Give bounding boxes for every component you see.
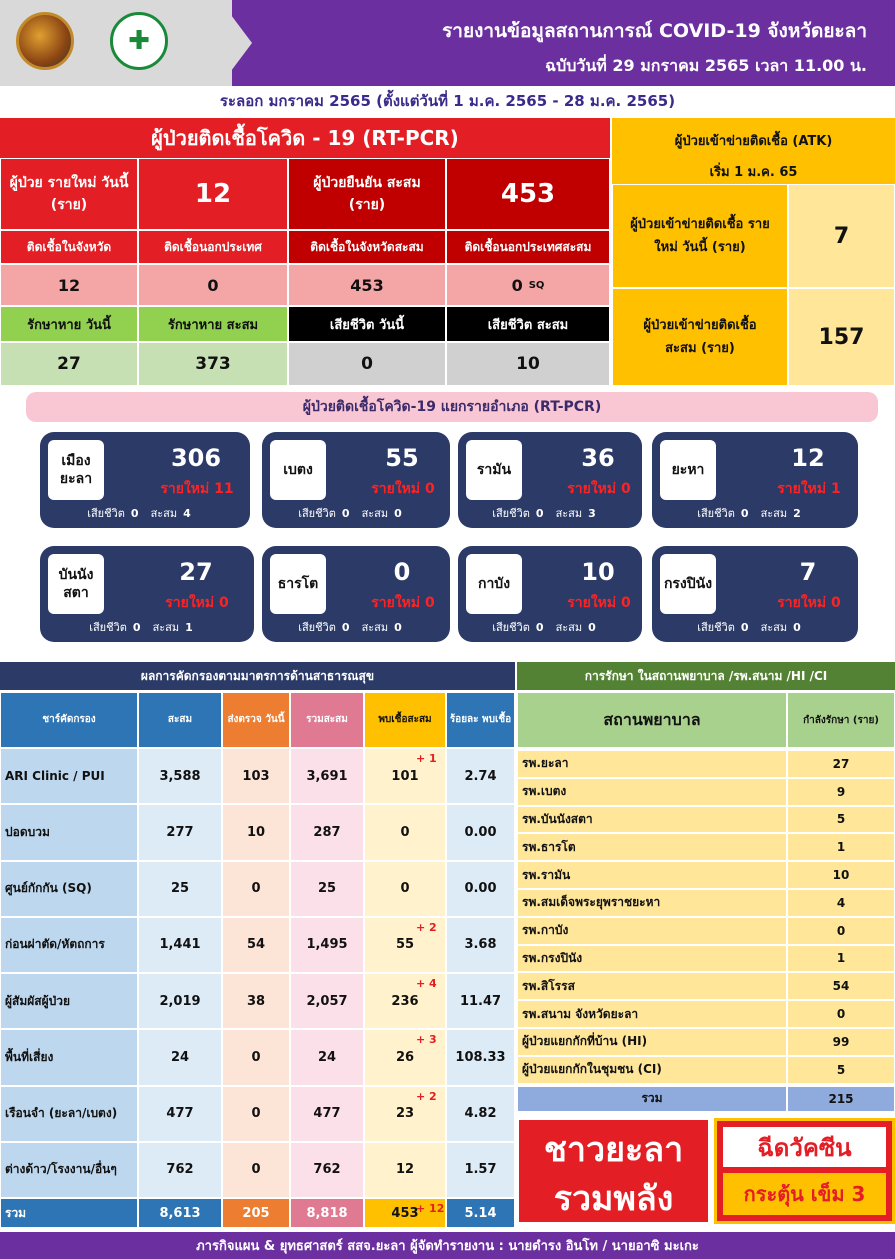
district-name: กรงปินัง bbox=[660, 554, 716, 614]
screening-header: พบเชื้อสะสม bbox=[364, 692, 446, 748]
screening-header: สะสม bbox=[138, 692, 222, 748]
district-new: รายใหม่ 11 bbox=[160, 481, 234, 497]
local-infection-value: 12 bbox=[0, 264, 138, 306]
dead-label: เสียชีวิต bbox=[492, 507, 530, 520]
district-new: รายใหม่ 0 bbox=[567, 595, 631, 611]
screening-cell-name: ปอดบวม bbox=[0, 804, 138, 860]
hospital-name: รพ.สิโรรส bbox=[517, 972, 787, 1000]
cum-label: สะสม bbox=[361, 507, 389, 520]
hospital-name: รพ.รามัน bbox=[517, 861, 787, 889]
district-new: รายใหม่ 0 bbox=[777, 595, 841, 611]
screening-increment: + 3 bbox=[416, 1033, 437, 1047]
district-name: กาบัง bbox=[466, 554, 522, 614]
district-cum: 2 bbox=[793, 507, 801, 520]
dead-label: เสียชีวิต bbox=[89, 621, 127, 634]
screening-increment: + 4 bbox=[416, 977, 437, 990]
screening-header: รวมสะสม bbox=[290, 692, 364, 748]
screening-cell-total: 2,057 bbox=[290, 973, 364, 1029]
province-seal-logo bbox=[16, 12, 74, 70]
hospital-count: 5 bbox=[787, 1056, 895, 1084]
district-name: เมือง ยะลา bbox=[48, 440, 104, 500]
screening-cell-cum: 24 bbox=[138, 1029, 222, 1085]
screening-increment: + 12 bbox=[416, 1202, 445, 1215]
cumulative-value: 453 bbox=[446, 158, 610, 230]
district-dead: 0 bbox=[341, 621, 350, 634]
screening-cell-today: 205 bbox=[222, 1198, 290, 1228]
report-date: ฉบับวันที่ 29 มกราคม 2565 เวลา 11.00 น. bbox=[545, 56, 867, 75]
hospital-name: รพ.ยะลา bbox=[517, 750, 787, 778]
district-footer bbox=[652, 504, 858, 522]
screening-cell-cum: 1,441 bbox=[138, 917, 222, 973]
screening-cell-cum: 8,613 bbox=[138, 1198, 222, 1228]
district-footer bbox=[458, 618, 642, 636]
screening-increment: + 2 bbox=[416, 1089, 437, 1103]
district-cum: 0 bbox=[394, 621, 402, 634]
screening-cell-found: 26 bbox=[364, 1029, 446, 1085]
hospital-total-value: 215 bbox=[787, 1086, 895, 1112]
ministry-public-health-logo: ✚ bbox=[110, 12, 168, 70]
district-dead: 0 bbox=[740, 621, 749, 634]
screening-cell-today: 54 bbox=[222, 917, 290, 973]
screening-header: ชาร์คัดกรอง bbox=[0, 692, 138, 748]
dead-label: เสียชีวิต bbox=[697, 621, 735, 634]
abroad-infection-label: ติดเชื้อนอกประเทศ bbox=[138, 230, 288, 264]
district-new: รายใหม่ 0 bbox=[567, 481, 631, 497]
district-name: บันนัง สตา bbox=[48, 554, 104, 614]
hospital-count: 1 bbox=[787, 833, 895, 861]
hospital-count: 0 bbox=[787, 1000, 895, 1028]
cum-label: สะสม bbox=[760, 507, 788, 520]
screening-header: ร้อยละ พบเชื้อ bbox=[446, 692, 515, 748]
local-cum-value: 453 bbox=[288, 264, 446, 306]
dead-label: เสียชีวิต bbox=[697, 507, 735, 520]
district-total: 55 bbox=[385, 444, 419, 472]
new-today-label: ผู้ป่วย รายใหม่ วันนี้ (ราย) bbox=[0, 158, 138, 230]
new-today-value: 12 bbox=[138, 158, 288, 230]
screening-cell-today: 0 bbox=[222, 861, 290, 917]
screening-cell-today: 0 bbox=[222, 1142, 290, 1198]
screening-cell-cum: 477 bbox=[138, 1086, 222, 1142]
hospital-count: 9 bbox=[787, 778, 895, 806]
district-card bbox=[652, 546, 858, 642]
dead-label: เสียชีวิต bbox=[87, 507, 125, 520]
screening-increment: + 1 bbox=[416, 752, 437, 765]
screening-cell-today: 103 bbox=[222, 748, 290, 804]
screening-cell-pct: 5.14 bbox=[446, 1198, 515, 1228]
district-total: 36 bbox=[581, 444, 615, 472]
recovered-today-label: รักษาหาย วันนี้ bbox=[0, 306, 138, 342]
screening-cell-today: 0 bbox=[222, 1086, 290, 1142]
banner-left bbox=[517, 1118, 710, 1224]
footer-credit: ภารกิจแผน & ยุทธศาสตร์ สสจ.ยะลา ผู้จัดทำรายงาน : นายดำรง อินโท / นายอาซิ มะเกะ bbox=[0, 1232, 895, 1259]
banner-vaccine: ฉีดวัคซีน bbox=[723, 1127, 886, 1167]
district-total: 306 bbox=[170, 444, 222, 472]
hospital-name: รพ.สมเด็จพระยุพราชยะหา bbox=[517, 889, 787, 917]
atk-title: ผู้ป่วยเข้าข่ายติดเชื้อ (ATK) bbox=[674, 134, 833, 149]
district-card bbox=[652, 432, 858, 528]
screening-cell-total: 24 bbox=[290, 1029, 364, 1085]
banner-right bbox=[714, 1118, 895, 1224]
screening-cell-pct: 108.33 bbox=[446, 1029, 515, 1085]
district-cum: 4 bbox=[183, 507, 191, 520]
screening-cell-name: เรือนจำ (ยะลา/เบตง) bbox=[0, 1086, 138, 1142]
district-cum: 0 bbox=[394, 507, 402, 520]
district-cum: 3 bbox=[588, 507, 596, 520]
district-name: เบตง bbox=[270, 440, 326, 500]
death-today-label: เสียชีวิต วันนี้ bbox=[288, 306, 446, 342]
screening-cell-name: ก่อนผ่าตัด/หัตถการ bbox=[0, 917, 138, 973]
abroad-infection-value: 0 bbox=[138, 264, 288, 306]
abroad-cum-cell bbox=[446, 264, 610, 306]
recovered-cum-label: รักษาหาย สะสม bbox=[138, 306, 288, 342]
screening-cell-total: 287 bbox=[290, 804, 364, 860]
screening-title: ผลการคัดกรองตามมาตรการด้านสาธารณสุข bbox=[0, 662, 515, 690]
hospital-count: 99 bbox=[787, 1028, 895, 1056]
screening-cell-name: ต่างด้าว/โรงงาน/อื่นๆ bbox=[0, 1142, 138, 1198]
district-footer bbox=[40, 618, 254, 636]
screening-cell-today: 10 bbox=[222, 804, 290, 860]
hospital-count: 10 bbox=[787, 861, 895, 889]
district-dead: 0 bbox=[535, 507, 544, 520]
atk-new-label: ผู้ป่วยเข้าข่ายติดเชื้อ รายใหม่ วันนี้ (ราย) bbox=[612, 184, 788, 288]
district-footer bbox=[458, 504, 642, 522]
screening-cell-name: รวม bbox=[0, 1198, 138, 1228]
cum-label: สะสม bbox=[150, 507, 178, 520]
hospital-name: รพ.บันนังสตา bbox=[517, 806, 787, 834]
cum-label: สะสม bbox=[152, 621, 180, 634]
hospital-name-header: สถานพยาบาล bbox=[517, 692, 787, 748]
hospital-count-header: กำลังรักษา (ราย) bbox=[787, 692, 895, 748]
screening-cell-found: 236 bbox=[364, 973, 446, 1029]
district-footer bbox=[652, 618, 858, 636]
screening-cell-pct: 3.68 bbox=[446, 917, 515, 973]
screening-cell-total: 3,691 bbox=[290, 748, 364, 804]
district-dead: 0 bbox=[535, 621, 544, 634]
district-cum: 0 bbox=[793, 621, 801, 634]
local-infection-label: ติดเชื้อในจังหวัด bbox=[0, 230, 138, 264]
district-dead: 0 bbox=[740, 507, 749, 520]
district-name: รามัน bbox=[466, 440, 522, 500]
recovered-today-value: 27 bbox=[0, 342, 138, 386]
screening-cell-name: พื้นที่เสี่ยง bbox=[0, 1029, 138, 1085]
district-card bbox=[458, 546, 642, 642]
death-cum-value: 10 bbox=[446, 342, 610, 386]
death-cum-label: เสียชีวิต สะสม bbox=[446, 306, 610, 342]
screening-cell-cum: 25 bbox=[138, 861, 222, 917]
screening-cell-total: 477 bbox=[290, 1086, 364, 1142]
period-label: ระลอก มกราคม 2565 (ตั้งแต่วันที่ 1 ม.ค. 2565 - 28 ม.ค. 2565) bbox=[219, 92, 676, 110]
screening-cell-found: 12 bbox=[364, 1142, 446, 1198]
atk-cum-label: ผู้ป่วยเข้าข่ายติดเชื้อ สะสม (ราย) bbox=[612, 288, 788, 386]
district-footer bbox=[262, 618, 450, 636]
district-card bbox=[40, 546, 254, 642]
atk-header bbox=[612, 118, 895, 184]
district-title: ผู้ป่วยติดเชื้อโควิด-19 แยกรายอำเภอ (RT-PCR) bbox=[26, 392, 878, 422]
screening-cell-name: ARI Clinic / PUI bbox=[0, 748, 138, 804]
screening-cell-found: 453 bbox=[364, 1198, 446, 1228]
banner-line1: ชาวยะลา bbox=[543, 1130, 684, 1170]
district-card bbox=[40, 432, 250, 528]
screening-header: ส่งตรวจ วันนี้ bbox=[222, 692, 290, 748]
screening-cell-found: 0 bbox=[364, 861, 446, 917]
district-dead: 0 bbox=[132, 621, 141, 634]
screening-cell-today: 38 bbox=[222, 973, 290, 1029]
district-dead: 0 bbox=[341, 507, 350, 520]
district-name: ยะหา bbox=[660, 440, 716, 500]
page-title: รายงานข้อมูลสถานการณ์ COVID-19 จังหวัดยะลา bbox=[442, 20, 867, 42]
district-new: รายใหม่ 0 bbox=[371, 595, 435, 611]
screening-cell-pct: 4.82 bbox=[446, 1086, 515, 1142]
dead-label: เสียชีวิต bbox=[298, 507, 336, 520]
screening-cell-total: 762 bbox=[290, 1142, 364, 1198]
hospital-name: รพ.กาบัง bbox=[517, 917, 787, 945]
district-total: 10 bbox=[581, 558, 615, 586]
death-today-value: 0 bbox=[288, 342, 446, 386]
hospital-name: ผู้ป่วยแยกกักในชุมชน (CI) bbox=[517, 1056, 787, 1084]
screening-cell-pct: 0.00 bbox=[446, 861, 515, 917]
banner-line2: รวมพลัง bbox=[553, 1179, 674, 1219]
screening-cell-found: 55 bbox=[364, 917, 446, 973]
screening-cell-found: 23 bbox=[364, 1086, 446, 1142]
hospital-name: รพ.สนาม จังหวัดยะลา bbox=[517, 1000, 787, 1028]
local-cum-label: ติดเชื้อในจังหวัดสะสม bbox=[288, 230, 446, 264]
district-cum: 0 bbox=[588, 621, 596, 634]
screening-cell-cum: 762 bbox=[138, 1142, 222, 1198]
recovered-cum-value: 373 bbox=[138, 342, 288, 386]
screening-cell-found: 101 bbox=[364, 748, 446, 804]
screening-increment: + 2 bbox=[416, 920, 437, 934]
hospital-total-label: รวม bbox=[517, 1086, 787, 1112]
hospital-count: 27 bbox=[787, 750, 895, 778]
atk-new-value: 7 bbox=[788, 184, 895, 288]
screening-cell-total: 25 bbox=[290, 861, 364, 917]
screening-cell-pct: 1.57 bbox=[446, 1142, 515, 1198]
atk-cum-value: 157 bbox=[788, 288, 895, 386]
hospital-title: การรักษา ในสถานพยาบาล /รพ.สนาม /HI /CI bbox=[517, 662, 895, 690]
screening-cell-found: 0 bbox=[364, 804, 446, 860]
cumulative-label: ผู้ป่วยยืนยัน สะสม (ราย) bbox=[288, 158, 446, 230]
cum-label: สะสม bbox=[760, 621, 788, 634]
dead-label: เสียชีวิต bbox=[298, 621, 336, 634]
banner-booster: กระตุ้น เข็ม 3 bbox=[723, 1173, 886, 1215]
atk-start: เริ่ม 1 ม.ค. 65 bbox=[709, 165, 798, 180]
abroad-cum-value: 0 bbox=[511, 275, 523, 295]
district-new: รายใหม่ 0 bbox=[165, 595, 229, 611]
district-total: 0 bbox=[393, 558, 411, 586]
hospital-count: 5 bbox=[787, 806, 895, 834]
hospital-name: รพ.ธารโต bbox=[517, 833, 787, 861]
screening-cell-pct: 0.00 bbox=[446, 804, 515, 860]
district-new: รายใหม่ 1 bbox=[777, 481, 841, 497]
screening-cell-pct: 2.74 bbox=[446, 748, 515, 804]
hospital-name: รพ.กรงปินัง bbox=[517, 945, 787, 973]
screening-cell-cum: 277 bbox=[138, 804, 222, 860]
district-total: 12 bbox=[791, 444, 825, 472]
hospital-name: รพ.เบตง bbox=[517, 778, 787, 806]
sq-note: SQ bbox=[528, 279, 545, 291]
district-dead: 0 bbox=[130, 507, 139, 520]
district-cum: 1 bbox=[185, 621, 193, 634]
hospital-count: 0 bbox=[787, 917, 895, 945]
district-footer bbox=[262, 504, 450, 522]
hospital-name: ผู้ป่วยแยกกักที่บ้าน (HI) bbox=[517, 1028, 787, 1056]
hospital-count: 4 bbox=[787, 889, 895, 917]
screening-cell-total: 1,495 bbox=[290, 917, 364, 973]
district-name: ธารโต bbox=[270, 554, 326, 614]
screening-cell-name: ศูนย์กักกัน (SQ) bbox=[0, 861, 138, 917]
district-new: รายใหม่ 0 bbox=[371, 481, 435, 497]
screening-cell-cum: 2,019 bbox=[138, 973, 222, 1029]
cum-label: สะสม bbox=[555, 621, 583, 634]
district-total: 7 bbox=[799, 558, 817, 586]
district-footer bbox=[40, 504, 250, 522]
screening-cell-today: 0 bbox=[222, 1029, 290, 1085]
district-card bbox=[262, 432, 450, 528]
district-card bbox=[458, 432, 642, 528]
dead-label: เสียชีวิต bbox=[492, 621, 530, 634]
district-total: 27 bbox=[179, 558, 213, 586]
screening-cell-cum: 3,588 bbox=[138, 748, 222, 804]
screening-cell-total: 8,818 bbox=[290, 1198, 364, 1228]
district-card bbox=[262, 546, 450, 642]
hospital-count: 1 bbox=[787, 945, 895, 973]
hospital-count: 54 bbox=[787, 972, 895, 1000]
screening-cell-pct: 11.47 bbox=[446, 973, 515, 1029]
cum-label: สะสม bbox=[555, 507, 583, 520]
cum-label: สะสม bbox=[361, 621, 389, 634]
rtpcr-title: ผู้ป่วยติดเชื้อโควิด - 19 (RT-PCR) bbox=[0, 118, 610, 158]
abroad-cum-label: ติดเชื้อนอกประเทศสะสม bbox=[446, 230, 610, 264]
screening-cell-name: ผู้สัมผัสผู้ป่วย bbox=[0, 973, 138, 1029]
